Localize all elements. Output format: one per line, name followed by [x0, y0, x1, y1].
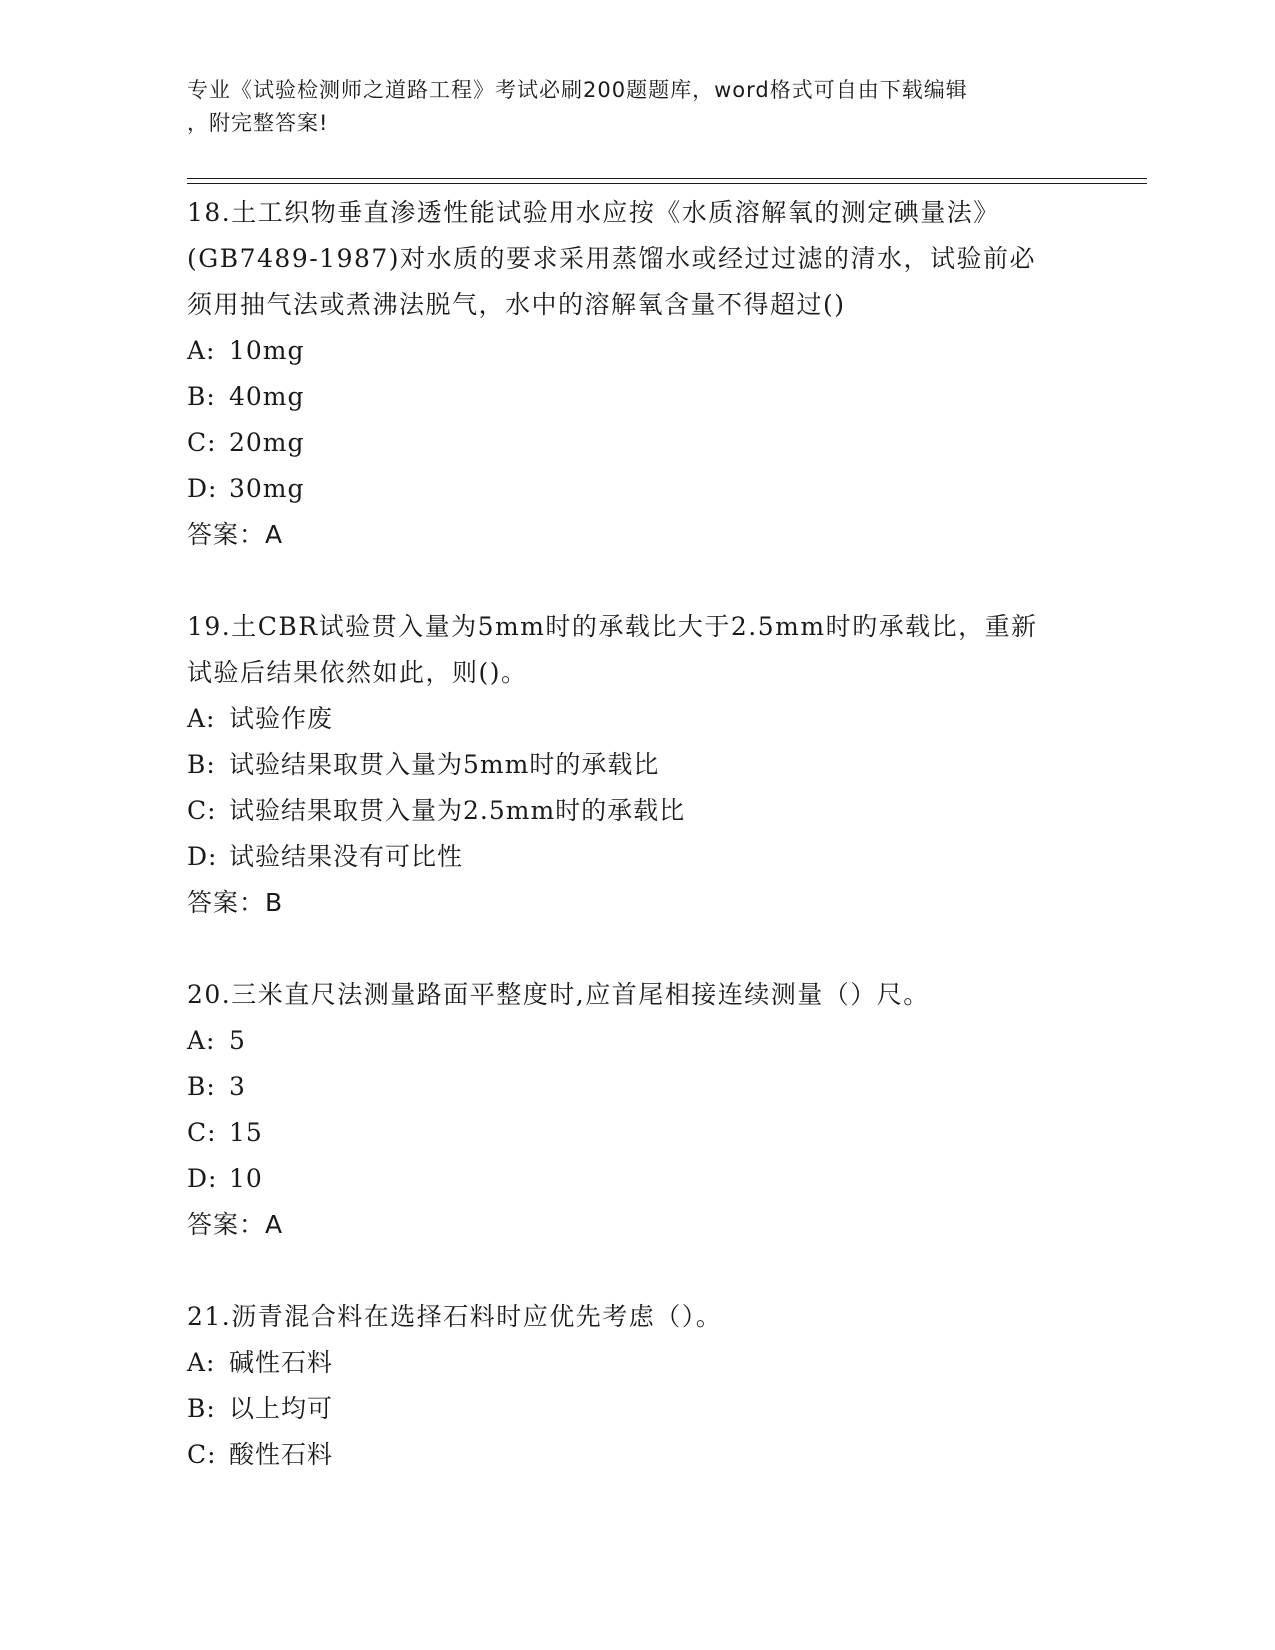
option-letter: A: — [187, 1026, 216, 1055]
option-c — [187, 788, 1077, 834]
question-stem-line: 18.土工织物垂直渗透性能试验用水应按《水质溶解氧的测定碘量法》 — [187, 198, 1000, 227]
option-c — [187, 420, 1077, 466]
option-letter: D: — [187, 474, 218, 503]
header-line-2: ，附完整答案! — [187, 111, 329, 135]
question-stem-line: 19.土CBR试验贯入量为5mm时的承载比大于2.5mm时旳承载比，重新 — [187, 612, 1038, 641]
question-list — [187, 190, 1077, 1478]
spacer — [187, 558, 1077, 604]
option-text: 5 — [229, 1026, 246, 1055]
header-divider-bottom — [187, 183, 1147, 184]
option-text: 试验作废 — [229, 704, 334, 733]
option-letter: C: — [187, 428, 217, 457]
option-b — [187, 1386, 1077, 1432]
question-stem-line: 试验后结果依然如此，则()。 — [187, 658, 528, 687]
option-letter: D: — [187, 1164, 218, 1193]
question-19 — [187, 604, 1077, 926]
question-stem-line: 20.三米直尺法测量路面平整度时,应首尾相接连续测量（）尺。 — [187, 980, 930, 1009]
option-text: 试验结果取贯入量为5mm时的承载比 — [229, 750, 660, 779]
question-stem-line: 须用抽气法或煮沸法脱气，水中的溶解氧含量不得超过() — [187, 290, 846, 319]
spacer — [187, 1248, 1077, 1294]
option-letter: B: — [187, 1072, 216, 1101]
option-d — [187, 466, 1077, 512]
option-letter: A: — [187, 1348, 216, 1377]
option-b — [187, 742, 1077, 788]
option-a — [187, 328, 1077, 374]
answer-line: 答案：A — [187, 520, 284, 549]
question-20 — [187, 972, 1077, 1248]
question-21 — [187, 1294, 1077, 1478]
document-header — [187, 74, 1067, 140]
option-c — [187, 1110, 1077, 1156]
answer-line: 答案：A — [187, 1210, 284, 1239]
header-divider-top — [187, 178, 1147, 179]
option-c — [187, 1432, 1077, 1478]
option-d — [187, 1156, 1077, 1202]
option-letter: A: — [187, 336, 216, 365]
option-a — [187, 1018, 1077, 1064]
question-18 — [187, 190, 1077, 558]
option-text: 以上均可 — [229, 1394, 334, 1423]
option-b — [187, 374, 1077, 420]
option-letter: D: — [187, 842, 218, 871]
option-letter: B: — [187, 750, 216, 779]
spacer — [187, 926, 1077, 972]
question-stem-line: (GB7489-1987)对水质的要求采用蒸馏水或经过过滤的清水，试验前必 — [187, 244, 1037, 273]
option-letter: C: — [187, 1440, 217, 1469]
option-text: 15 — [229, 1118, 263, 1147]
option-text: 30mg — [229, 474, 305, 503]
option-letter: B: — [187, 382, 216, 411]
option-text: 40mg — [229, 382, 305, 411]
option-text: 10 — [229, 1164, 263, 1193]
option-a — [187, 1340, 1077, 1386]
option-text: 碱性石料 — [229, 1348, 334, 1377]
option-letter: A: — [187, 704, 216, 733]
option-letter: B: — [187, 1394, 216, 1423]
option-letter: C: — [187, 796, 217, 825]
option-b — [187, 1064, 1077, 1110]
option-letter: C: — [187, 1118, 217, 1147]
option-text: 酸性石料 — [229, 1440, 334, 1469]
option-d — [187, 834, 1077, 880]
option-text: 20mg — [229, 428, 305, 457]
question-stem-line: 21.沥青混合料在选择石料时应优先考虑（）。 — [187, 1302, 723, 1331]
answer-line: 答案：B — [187, 888, 284, 917]
option-text: 试验结果没有可比性 — [229, 842, 464, 871]
option-text: 试验结果取贯入量为2.5mm时的承载比 — [229, 796, 686, 825]
option-a — [187, 696, 1077, 742]
option-text: 3 — [229, 1072, 246, 1101]
option-text: 10mg — [229, 336, 305, 365]
header-line-1: 专业《试验检测师之道路工程》考试必刷200题题库，word格式可自由下载编辑 — [187, 78, 968, 102]
